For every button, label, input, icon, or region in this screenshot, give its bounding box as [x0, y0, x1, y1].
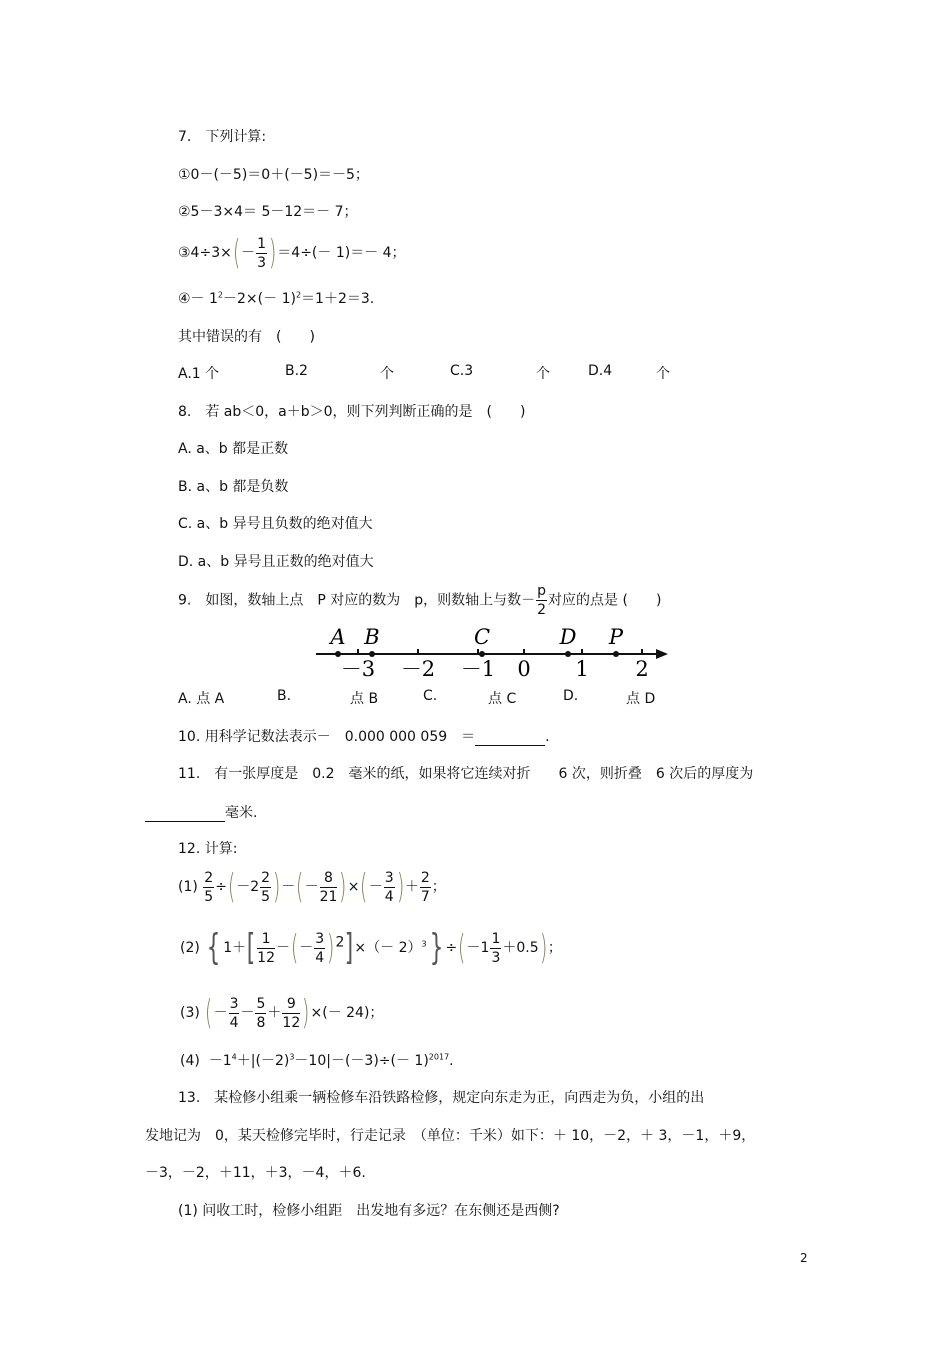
q7-option-b-unit: 个 — [380, 366, 394, 382]
axis-point-label: B — [364, 625, 380, 649]
q8-option-c: C. a、b 异号且负数的绝对值大 — [178, 516, 373, 532]
q11-line-2: 毫米. — [145, 802, 257, 822]
q8-option-d: D. a、b 异号且正数的绝对值大 — [178, 554, 374, 570]
axis-point — [565, 651, 571, 657]
axis-point — [369, 651, 375, 657]
q13-line-3: －3，－2，＋11，＋3，－4，＋6. — [145, 1165, 366, 1181]
axis-point — [479, 651, 485, 657]
q7-option-d-unit: 个 — [656, 366, 670, 382]
q9-option-c-text: 点 C — [488, 691, 517, 707]
q7-ask: 其中错误的有 ( ) — [178, 329, 315, 345]
minus-sign: － — [241, 245, 256, 261]
q7-option-a: A.1 个 — [178, 366, 220, 382]
q7-item-2: ②5－3×4＝ 5－12＝－ 7； — [178, 204, 358, 220]
q13-sub-1: (1) 问收工时，检修小组距 出发地有多远？在东侧还是西侧? — [178, 1203, 560, 1219]
axis-tick-label: －1 — [460, 657, 496, 681]
q7-item-3 — [178, 233, 406, 273]
axis-tick-label: －3 — [340, 657, 376, 681]
axis-point-label: D — [559, 625, 577, 649]
q8-option-b: B. a、b 都是负数 — [178, 479, 289, 495]
number-line — [310, 622, 680, 682]
q7-item-3-pre: ③4÷3× — [178, 245, 232, 261]
q7-stem: 7. 下列计算: — [178, 129, 267, 145]
q12-part-2: (2) { 1＋[ $\frac{1}{12}$ －(－ $\frac{3}{4}$ )$^2]\times(- 2)^3\} \div(-1$ $\frac{1}{3}$ ＋0.5)； — [180, 927, 562, 968]
paren-right: ) — [269, 233, 277, 273]
axis-tick-label: 1 — [575, 657, 589, 681]
q8-stem: 8. 若 ab＜0，a＋b＞0，则下列判断正确的是 ( ) — [178, 404, 526, 420]
axis-point-label: A — [330, 625, 346, 649]
q12-part-1: (1) $\frac{2}{5}$ ÷(－2 $\frac{2}{5}$ )－(－ $\frac{8}{21}$ )×(－ $\frac{3}{4}$ )＋ $\frac{2}{7}$ ； — [178, 867, 446, 907]
q12-part-4: $(4) -1^4+|(-2)^3-10|-(-3)\div(- 1)^{2017}$. — [180, 1052, 454, 1069]
q10: 10. 用科学记数法表示－ 0.000 000 059 ＝ . — [178, 729, 550, 745]
axis-point — [335, 651, 341, 657]
fraction: $\frac{p}{2}$ — [537, 583, 547, 618]
answer-blank — [475, 729, 545, 746]
q12-stem: 12. 计算: — [178, 841, 238, 857]
q13-line-2: 发地记为 0，某天检修完毕时，行走记录 （单位：千米）如下：＋ 10，－2，＋ 3，－1，＋9， — [145, 1128, 756, 1144]
axis-tick-label: 2 — [635, 657, 649, 681]
axis-point — [613, 651, 619, 657]
answer-blank — [145, 805, 225, 822]
q9-option-d-text: 点 D — [626, 691, 656, 707]
q12-part-3: (3) (－ $\frac{3}{4}$ － $\frac{5}{8}$ ＋ $\frac{9}{12}$ )×(－ 24)； — [180, 993, 384, 1033]
q7-item-3-post: ＝4÷(－ 1)＝－ 4； — [277, 245, 406, 261]
axis-point-label: C — [473, 625, 491, 649]
q11-line-1: 11. 有一张厚度是 0.2 毫米的纸，如果将它连续对折 6 次，则折叠 6 次后的厚度为 — [178, 766, 754, 782]
q9-stem: 9. 如图，数轴上点 P 对应的数为 p，则数轴上与数－ $\frac{p}{2}$ 对应的点是 ( ) — [178, 583, 662, 618]
q7-item-1: ①0－(－5)＝0＋(－5)＝－5； — [178, 167, 369, 183]
axis-tick-label: 0 — [517, 657, 531, 681]
q7-option-b: B.2 — [285, 363, 308, 379]
axis-point-label: P — [608, 625, 624, 649]
q7-option-c: C.3 — [450, 363, 474, 379]
axis-tick-label: －2 — [400, 657, 436, 681]
q9-option-a: A. 点 A — [178, 691, 225, 707]
q9-option-b: B. — [277, 688, 292, 704]
page-number: 2 — [800, 1251, 808, 1265]
axis-arrow — [656, 649, 668, 659]
fraction: $\frac{1}{3}$ — [257, 235, 267, 271]
q13-line-1: 13. 某检修小组乘一辆检修车沿铁路检修，规定向东走为正，向西走为负，小组的出 — [178, 1090, 705, 1106]
q9-option-d: D. — [563, 688, 579, 704]
paren-left: ( — [232, 233, 241, 273]
q7-item-4: ④－ $1^2-2\times(- 1)^2=1+2=3$. — [178, 290, 375, 307]
q9-option-b-text: 点 B — [350, 691, 379, 707]
q8-option-a: A. a、b 都是正数 — [178, 441, 289, 457]
q7-option-d: D.4 — [588, 363, 613, 379]
q7-option-c-unit: 个 — [536, 366, 550, 382]
q9-option-c: C. — [423, 688, 438, 704]
